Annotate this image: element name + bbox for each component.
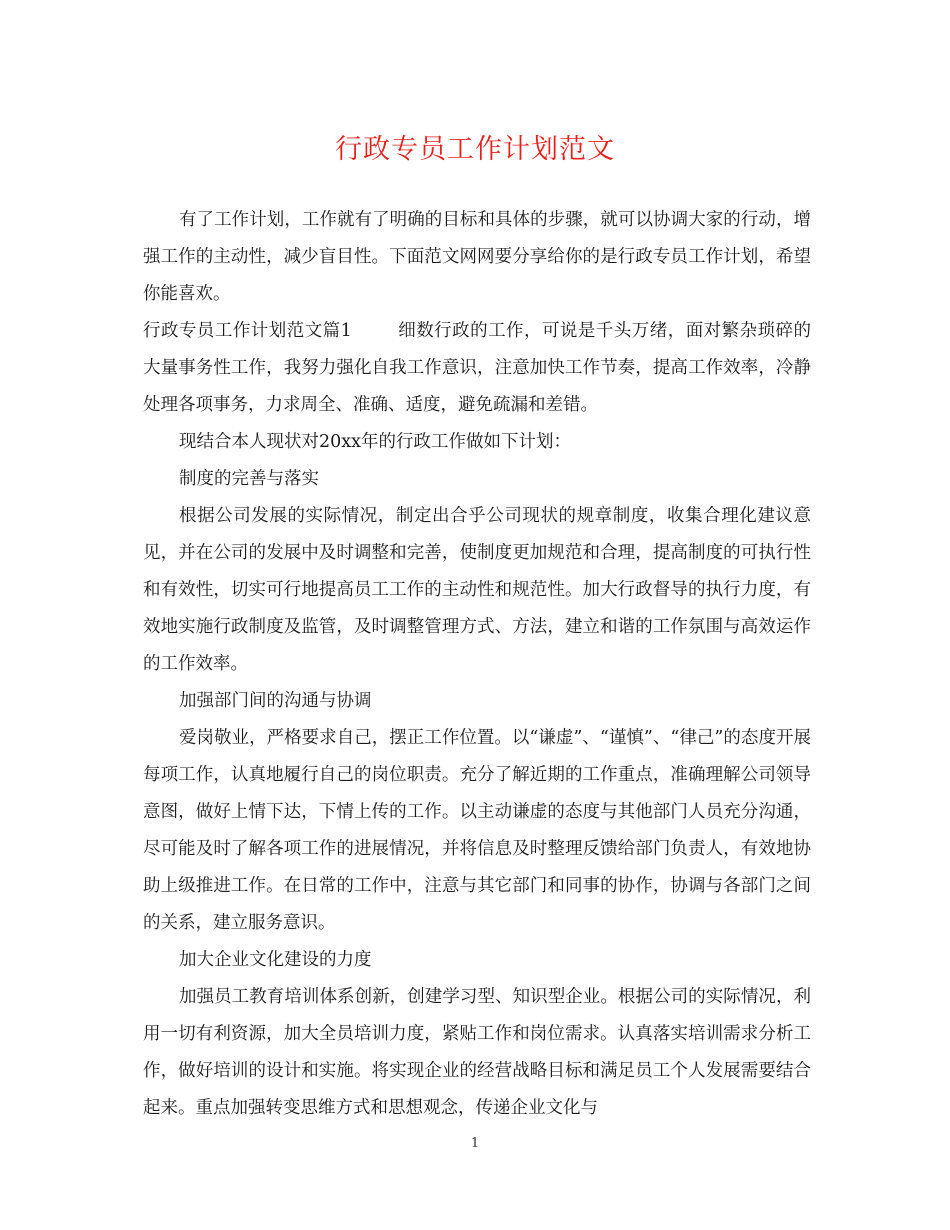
paragraph-plan-intro: 现结合本人现状对20xx年的行政工作做如下计划： — [179, 432, 572, 452]
heading-system-improvement: 制度的完善与落实 — [179, 469, 319, 489]
page-number: 1 — [470, 1136, 480, 1151]
section-1-text: 细数行政的工作，可说是千头万绪，面对繁杂琐碎的大量事务性工作，我努力强化自我工作意识，注意加快工作节奏，提高工作效率，冷静处理各项事务，力求周全、准确、适度，避免疏漏和差错。 — [143, 321, 811, 415]
section-label: 行政专员工作计划范文篇1 — [143, 321, 352, 341]
paragraph-culture: 加强员工教育培训体系创新，创建学习型、知识型企业。根据公司的实际情况，利用一切有利资源，加大全员培训力度，紧贴工作和岗位需求。认真落实培训需求分析工作，做好培训的设计和实施。将实现企业的经营战略目标和满足员工个人发展需要结合起来。重点加强转变思维方式和思想观念，传递企业文化与 — [143, 987, 811, 1118]
paragraph-intro: 有了工作计划，工作就有了明确的目标和具体的步骤，就可以协调大家的行动，增强工作的主动性，减少盲目性。下面范文网网要分享给你的是行政专员工作计划，希望你能喜欢。 — [143, 210, 811, 304]
heading-culture: 加大企业文化建设的力度 — [179, 950, 372, 970]
heading-communication: 加强部门间的沟通与协调 — [179, 691, 372, 711]
paragraph-system-improvement: 根据公司发展的实际情况，制定出合乎公司现状的规章制度，收集合理化建议意见，并在公司的发展中及时调整和完善，使制度更加规范和合理，提高制度的可执行性和有效性，切实可行地提高员工工作的主动性和规范性。加大行政督导的执行力度，有效地实施行政制度及监管，及时调整管理方式、方法，建立和谐的工作氛围与高效运作的工作效率。 — [143, 506, 811, 674]
paragraph-section-1 — [143, 313, 811, 424]
document-body — [143, 202, 811, 1127]
document-title: 行政专员工作计划范文 — [335, 134, 615, 165]
paragraph-communication: 爱岗敬业，严格要求自己，摆正工作位置。以“谦虚”、“谨慎”、“律己”的态度开展每项工作，认真地履行自己的岗位职责。充分了解近期的工作重点，准确理解公司领导意图，做好上情下达，下情上传的工作。以主动谦虚的态度与其他部门人员充分沟通，尽可能及时了解各项工作的进展情况，并将信息及时整理反馈给部门负责人，有效地协助上级推进工作。在日常的工作中，注意与其它部门和同事的协作，协调与各部门之间的关系，建立服务意识。 — [143, 728, 811, 933]
